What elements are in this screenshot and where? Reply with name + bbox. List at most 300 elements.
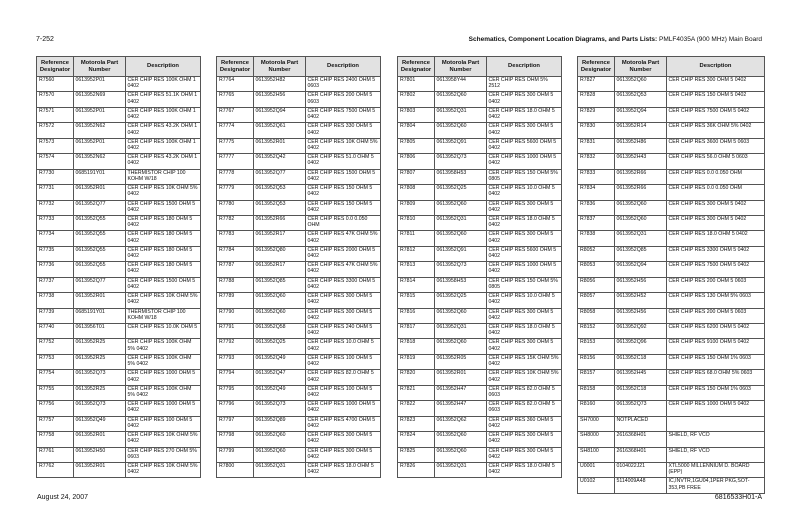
description-cell: CER CHIP RES 82.0 OHM 5 0603 xyxy=(487,385,562,400)
table-row xyxy=(398,231,562,246)
description-header: Description xyxy=(126,57,201,77)
description-cell: CER CHIP RES 2000 OHM 5 0402 xyxy=(306,246,381,261)
ref-designator-cell: R7833 xyxy=(578,169,615,184)
table-row xyxy=(217,107,381,122)
part-number-cell: 0613952Q42 xyxy=(254,154,306,169)
table-row xyxy=(37,123,201,138)
description-cell: CER CHIP RES 10K OHM 5% 0402 xyxy=(126,462,201,477)
ref-designator-cell: R7817 xyxy=(398,324,435,339)
part-number-cell: 0613952Q96 xyxy=(615,339,667,354)
table-row xyxy=(217,432,381,447)
ref-designator-cell: R7821 xyxy=(398,385,435,400)
part-number-cell: 0613952Q31 xyxy=(435,462,487,477)
table-row xyxy=(398,246,562,261)
table-row xyxy=(578,447,765,462)
ref-designator-cell: R7813 xyxy=(398,262,435,277)
parts-table-1 xyxy=(36,56,201,478)
table-row xyxy=(578,324,765,339)
description-cell: CER CHIP RES 300 OHM 5 0402 xyxy=(487,200,562,215)
table-row xyxy=(398,339,562,354)
table-row xyxy=(37,432,201,447)
part-number-cell: 0613952Q73 xyxy=(615,401,667,416)
description-cell: CER CHIP RES 300 OHM 5 0402 xyxy=(306,308,381,323)
table-row xyxy=(37,447,201,462)
parts-table-3 xyxy=(397,56,562,478)
part-number-cell: 0613952Q25 xyxy=(254,339,306,354)
table-row xyxy=(398,308,562,323)
description-cell: CER CHIP RES 10K OHM 5% 0402 xyxy=(126,432,201,447)
part-number-cell: 0613952Q94 xyxy=(254,107,306,122)
description-cell: CER CHIP RES 3300 OHM 5 0402 xyxy=(667,246,765,261)
description-cell: CER CHIP RES 300 OHM 5 0402 xyxy=(487,231,562,246)
table-header-row xyxy=(398,57,562,77)
part-number-cell: 0613952Q25 xyxy=(435,293,487,308)
part-number-cell: 0613952Q49 xyxy=(254,354,306,369)
ref-designator-cell: R7827 xyxy=(578,77,615,92)
table-row xyxy=(398,185,562,200)
part-number-cell: 0613952Q58 xyxy=(254,324,306,339)
description-cell: CER CHIP RES 150 OHM 1% 0603 xyxy=(667,385,765,400)
description-cell: CER CHIP RES 4700 OHM 5 0402 xyxy=(306,416,381,431)
description-cell: CER CHIP RES 82.0 OHM 5 0402 xyxy=(306,370,381,385)
part-number-cell: 0613952Q77 xyxy=(254,169,306,184)
description-cell: CER CHIP RES 100K OHM 5% 0402 xyxy=(126,385,201,400)
ref-designator-cell: R7753 xyxy=(37,354,74,369)
part-number-cell: 0613952Q55 xyxy=(74,262,126,277)
description-cell: CER CHIP RES 51.1K OHM 1 0402 xyxy=(126,92,201,107)
part-number-cell: 0613952Q60 xyxy=(435,432,487,447)
table-row xyxy=(398,277,562,292)
table-row xyxy=(217,308,381,323)
description-cell: XTL5000 MILLENNIUM D. BOARD (EPP) xyxy=(667,462,765,477)
part-number-cell: 0613952Q85 xyxy=(615,246,667,261)
part-number-cell: 0613952Q61 xyxy=(254,123,306,138)
ref-designator-cell: R7811 xyxy=(398,231,435,246)
part-number-cell: 0613952Q53 xyxy=(254,185,306,200)
part-number-cell: 0613952H56 xyxy=(615,308,667,323)
part-number-header: Motorola Part Number xyxy=(254,57,306,77)
table-row xyxy=(398,447,562,462)
ref-designator-cell: R7791 xyxy=(217,324,254,339)
part-number-cell: 0613952Q60 xyxy=(435,200,487,215)
ref-designator-cell: R7788 xyxy=(217,277,254,292)
table-row xyxy=(578,123,765,138)
part-number-cell: 0613952R17 xyxy=(254,231,306,246)
description-cell: CER CHIP RES 200 OHM 5 0603 xyxy=(306,92,381,107)
ref-designator-cell: R7570 xyxy=(37,92,74,107)
ref-designator-cell: R8053 xyxy=(578,262,615,277)
ref-designator-cell: R7731 xyxy=(37,185,74,200)
table-row xyxy=(217,401,381,416)
description-cell: CER CHIP RES 150 OHM 5 0402 xyxy=(306,200,381,215)
description-cell: CER CHIP RES 150 OHM 5 0402 xyxy=(667,92,765,107)
ref-designator-cell: R8153 xyxy=(578,339,615,354)
table-row xyxy=(37,293,201,308)
table-row xyxy=(578,370,765,385)
page-title xyxy=(469,36,762,43)
description-cell: CER CHIP RES 180 OHM 5 0402 xyxy=(126,215,201,230)
ref-designator-cell: SH7000 xyxy=(578,416,615,431)
ref-designator-cell: R7571 xyxy=(37,107,74,122)
table-row xyxy=(578,339,765,354)
part-number-cell: 0613952Q55 xyxy=(74,231,126,246)
ref-designator-cell: R7790 xyxy=(217,308,254,323)
description-cell: CER CHIP RES 330 OHM 5 0402 xyxy=(306,123,381,138)
table-row xyxy=(398,200,562,215)
part-number-cell: 0613952Q60 xyxy=(435,123,487,138)
part-number-cell: 0613952N62 xyxy=(74,123,126,138)
description-cell: CER CHIP RES 43.2K OHM 1 0402 xyxy=(126,123,201,138)
part-number-cell: 0613952H45 xyxy=(615,370,667,385)
description-cell: CER CHIP RES 150 OHM 5% 0805 xyxy=(487,277,562,292)
part-number-cell: 0613952Q60 xyxy=(615,77,667,92)
description-cell: CER CHIP RES 18.0 OHM 5 0402 xyxy=(487,324,562,339)
part-number-cell: 0613952R05 xyxy=(435,354,487,369)
description-cell: CER CHIP RES 150 OHM 1% 0603 xyxy=(667,354,765,369)
ref-designator-cell: U0102 xyxy=(578,478,615,493)
description-header: Description xyxy=(487,57,562,77)
description-cell: CER CHIP RES 6200 OHM 5 0402 xyxy=(667,324,765,339)
part-number-cell: 0613952R66 xyxy=(615,185,667,200)
part-number-cell: 0613952Q60 xyxy=(254,447,306,462)
table-row xyxy=(578,138,765,153)
table-row xyxy=(578,231,765,246)
ref-designator-cell: R7775 xyxy=(217,138,254,153)
ref-designator-cell: R7808 xyxy=(398,185,435,200)
ref-designator-cell: R7812 xyxy=(398,246,435,261)
ref-designator-cell: R7824 xyxy=(398,432,435,447)
description-cell: CER CHIP RES 3600 OHM 5 0603 xyxy=(667,138,765,153)
ref-designator-cell: R7799 xyxy=(217,447,254,462)
part-number-cell: 0613952Q73 xyxy=(74,401,126,416)
table-row xyxy=(398,293,562,308)
ref-designator-cell: R7816 xyxy=(398,308,435,323)
part-number-cell: 0613952Q91 xyxy=(435,138,487,153)
ref-designator-cell: R7804 xyxy=(398,123,435,138)
description-cell: CER CHIP RES 2400 OHM 5 0603 xyxy=(306,77,381,92)
description-cell: CER CHIP RES 5600 OHM 5 0402 xyxy=(487,246,562,261)
description-cell: CER CHIP RES 300 OHM 5 0402 xyxy=(667,215,765,230)
table-row xyxy=(398,401,562,416)
ref-designator-cell: R7779 xyxy=(217,185,254,200)
ref-designator-cell: R7761 xyxy=(37,447,74,462)
description-cell: CER CHIP RES 51.0 OHM 5 0402 xyxy=(306,154,381,169)
ref-designator-cell: R8052 xyxy=(578,246,615,261)
ref-designator-cell: R7802 xyxy=(398,92,435,107)
ref-designator-cell: R8157 xyxy=(578,370,615,385)
table-row xyxy=(37,200,201,215)
part-number-cell: 0613952R01 xyxy=(74,185,126,200)
part-number-cell: 0613952R66 xyxy=(615,169,667,184)
table-row xyxy=(217,246,381,261)
part-number-cell: 0613952Q73 xyxy=(435,262,487,277)
description-cell: THERMISTOR CHIP 100 KOHM W/18 xyxy=(126,308,201,323)
part-number-cell: 0613952H86 xyxy=(615,138,667,153)
table-row xyxy=(217,354,381,369)
table-row xyxy=(578,215,765,230)
ref-designator-header: Reference Designator xyxy=(37,57,74,77)
part-number-cell: 0613952R66 xyxy=(254,215,306,230)
ref-designator-cell: R7738 xyxy=(37,293,74,308)
ref-designator-cell: R7818 xyxy=(398,339,435,354)
description-cell: CER CHIP RES 300 OHM 5 0402 xyxy=(667,200,765,215)
part-number-cell: 0613952Q60 xyxy=(615,200,667,215)
table-row xyxy=(37,385,201,400)
description-cell: CER CHIP RES 300 OHM 5 0402 xyxy=(306,293,381,308)
table-row xyxy=(578,169,765,184)
part-number-cell: 0613952Q60 xyxy=(254,308,306,323)
part-number-cell: 0613952Q73 xyxy=(74,370,126,385)
table-row xyxy=(398,370,562,385)
part-number-cell: 0613952P01 xyxy=(74,77,126,92)
table-row xyxy=(37,231,201,246)
description-cell: CER CHIP RES 100K OHM 1 0402 xyxy=(126,138,201,153)
table-row xyxy=(217,293,381,308)
table-row xyxy=(398,138,562,153)
part-number-cell: 0685191Y01 xyxy=(74,308,126,323)
ref-designator-cell: R7767 xyxy=(217,107,254,122)
part-number-cell: 0613956T01 xyxy=(74,324,126,339)
part-number-cell: 0613952R25 xyxy=(74,385,126,400)
description-cell: CER CHIP RES 18.0 OHM 5 0402 xyxy=(306,462,381,477)
part-number-cell: 0613952R01 xyxy=(74,293,126,308)
part-number-cell: NOTPLACED xyxy=(615,416,667,431)
ref-designator-cell: R7826 xyxy=(398,462,435,477)
description-cell: CER CHIP RES 5600 OHM 5 0402 xyxy=(487,138,562,153)
description-cell: CER CHIP RES 300 OHM 5 0402 xyxy=(306,432,381,447)
part-number-cell: 0613952Q77 xyxy=(74,277,126,292)
part-number-cell: 0613952Q62 xyxy=(435,416,487,431)
ref-designator-cell: R7810 xyxy=(398,215,435,230)
ref-designator-cell: R7777 xyxy=(217,154,254,169)
part-number-cell: 0613952H56 xyxy=(254,92,306,107)
description-cell: CER CHIP RES 15K OHM 5% 0402 xyxy=(487,354,562,369)
description-cell: CER CHIP RES 300 OHM 5 0402 xyxy=(487,432,562,447)
ref-designator-cell: R7832 xyxy=(578,154,615,169)
description-cell: CER CHIP RES 7500 OHM 5 0402 xyxy=(667,262,765,277)
part-number-cell: 0613952Q60 xyxy=(435,447,487,462)
ref-designator-cell: R7574 xyxy=(37,154,74,169)
ref-designator-cell: R7732 xyxy=(37,200,74,215)
part-number-cell: 0613952Q94 xyxy=(615,107,667,122)
description-cell: CER CHIP RES 47K OHM 5% 0402 xyxy=(306,262,381,277)
table-row xyxy=(217,339,381,354)
part-number-cell: 0613952P01 xyxy=(74,138,126,153)
table-row xyxy=(37,324,201,339)
ref-designator-cell: R7838 xyxy=(578,231,615,246)
ref-designator-cell: R8152 xyxy=(578,324,615,339)
description-cell: CER CHIP RES 7500 OHM 5 0402 xyxy=(667,107,765,122)
ref-designator-header: Reference Designator xyxy=(578,57,615,77)
table-row xyxy=(578,401,765,416)
description-header: Description xyxy=(667,57,765,77)
part-number-cell: 0104022J21 xyxy=(615,462,667,477)
table-row xyxy=(578,385,765,400)
description-cell: CER CHIP RES 7500 OHM 5 0402 xyxy=(306,107,381,122)
part-number-cell: 0613952Q60 xyxy=(435,231,487,246)
description-cell: CER CHIP RES 100K OHM 5% 0402 xyxy=(126,339,201,354)
table-row xyxy=(398,462,562,477)
part-number-cell: 0613952Q60 xyxy=(435,92,487,107)
description-cell: CER CHIP RES 36K OHM 5% 0402 xyxy=(667,123,765,138)
part-number-cell: 0613952H43 xyxy=(615,154,667,169)
table-row xyxy=(398,107,562,122)
description-cell: CER CHIP RES 100 OHM 5 0402 xyxy=(126,416,201,431)
table-row xyxy=(398,215,562,230)
table-row xyxy=(217,462,381,477)
ref-designator-cell: R7801 xyxy=(398,77,435,92)
part-number-cell: 0613952Q47 xyxy=(254,370,306,385)
description-cell: CER CHIP RES 18.0 OHM 5 0402 xyxy=(487,107,562,122)
table-row xyxy=(217,231,381,246)
part-number-cell: 0613952R01 xyxy=(74,432,126,447)
ref-designator-cell: R7822 xyxy=(398,401,435,416)
ref-designator-cell: R7754 xyxy=(37,370,74,385)
ref-designator-cell: R8158 xyxy=(578,385,615,400)
ref-designator-cell: R7572 xyxy=(37,123,74,138)
table-row xyxy=(37,215,201,230)
table-row xyxy=(37,308,201,323)
part-number-header: Motorola Part Number xyxy=(74,57,126,77)
ref-designator-cell: R7796 xyxy=(217,401,254,416)
part-number-header: Motorola Part Number xyxy=(615,57,667,77)
description-cell: CER CHIP RES 3300 OHM 5 0402 xyxy=(306,277,381,292)
part-number-cell: 0613952Q73 xyxy=(435,154,487,169)
description-cell: CER CHIP RES 180 OHM 5 0402 xyxy=(126,231,201,246)
ref-designator-cell: R7762 xyxy=(37,462,74,477)
ref-designator-cell: R7789 xyxy=(217,293,254,308)
ref-designator-cell: R7758 xyxy=(37,432,74,447)
ref-designator-cell: R7831 xyxy=(578,138,615,153)
table-row xyxy=(217,123,381,138)
page-title-suffix: PMLF4035A (900 MHz) Main Board xyxy=(657,36,762,43)
table-row xyxy=(578,462,765,477)
description-cell: IC,INVTR,1GU04,1PER PKG,SOT-353,PB FREE xyxy=(667,478,765,493)
part-number-cell: 0613952Q60 xyxy=(615,215,667,230)
table-row xyxy=(37,339,201,354)
description-cell: CER CHIP RES 1000 OHM 5 0402 xyxy=(667,401,765,416)
part-number-cell: 0613952Q77 xyxy=(74,200,126,215)
ref-designator-header: Reference Designator xyxy=(217,57,254,77)
description-cell: CER CHIP RES 130 OHM 5% 0603 xyxy=(667,293,765,308)
description-cell: CER CHIP RES 68.0 OHM 5% 0603 xyxy=(667,370,765,385)
description-cell: CER CHIP RES 47K OHM 5% 0402 xyxy=(306,231,381,246)
table-row xyxy=(37,77,201,92)
ref-designator-cell: R8057 xyxy=(578,293,615,308)
page-title-prefix: Schematics, Component Location Diagrams, and Parts Lists: xyxy=(468,36,658,43)
table-row xyxy=(398,385,562,400)
part-number-cell: 0613952C18 xyxy=(615,354,667,369)
ref-designator-cell: R7780 xyxy=(217,200,254,215)
table-row xyxy=(578,246,765,261)
table-row xyxy=(578,416,765,431)
part-number-cell: 0613958Y44 xyxy=(435,77,487,92)
ref-designator-cell: R7730 xyxy=(37,169,74,184)
table-row xyxy=(398,262,562,277)
description-cell: CER CHIP RES 150 OHM 5 0402 xyxy=(306,185,381,200)
part-number-cell: 0613952Q31 xyxy=(435,215,487,230)
table-row xyxy=(217,324,381,339)
description-cell: CER CHIP RES 1500 OHM 5 0402 xyxy=(126,277,201,292)
description-cell: CER CHIP RES 1500 OHM 5 0402 xyxy=(126,200,201,215)
part-number-cell: 0613952R25 xyxy=(74,339,126,354)
description-cell: CER CHIP RES 9100 OHM 5 0402 xyxy=(667,339,765,354)
part-number-cell: 0613952H82 xyxy=(254,77,306,92)
table-row xyxy=(578,185,765,200)
table-row xyxy=(217,262,381,277)
part-number-cell: 0613958H53 xyxy=(435,277,487,292)
parts-table-2 xyxy=(216,56,381,478)
table-row xyxy=(217,200,381,215)
part-number-cell: 2616368H01 xyxy=(615,447,667,462)
ref-designator-cell: R7829 xyxy=(578,107,615,122)
description-cell: CER CHIP RES 10.0K OHM 5 xyxy=(126,324,201,339)
ref-designator-cell: R7765 xyxy=(217,92,254,107)
ref-designator-cell: R7740 xyxy=(37,324,74,339)
ref-designator-cell: R7764 xyxy=(217,77,254,92)
description-cell: THERMISTOR CHIP 100 KOHM W/18 xyxy=(126,169,201,184)
ref-designator-cell: R7815 xyxy=(398,293,435,308)
description-cell: CER CHIP RES 300 OHM 5 0402 xyxy=(487,447,562,462)
description-cell: CER CHIP RES 200 OHM 5 0603 xyxy=(667,277,765,292)
description-cell: CER CHIP RES 150 OHM 5% 0805 xyxy=(487,169,562,184)
description-cell: CER CHIP RES 82.0 OHM 5 0603 xyxy=(487,401,562,416)
ref-designator-cell: R8156 xyxy=(578,354,615,369)
part-number-cell: 0613952Q60 xyxy=(435,339,487,354)
ref-designator-cell: R7819 xyxy=(398,354,435,369)
part-number-cell: 0613952R14 xyxy=(615,123,667,138)
table-row xyxy=(37,246,201,261)
table-header-row xyxy=(37,57,201,77)
table-row xyxy=(217,138,381,153)
ref-designator-cell: R7794 xyxy=(217,370,254,385)
part-number-cell: 0685191Y01 xyxy=(74,169,126,184)
description-cell: CER CHIP RES 56.0 OHM 5 0603 xyxy=(667,154,765,169)
description-cell: CER CHIP RES 300 OHM 5 0402 xyxy=(487,123,562,138)
part-number-cell: 0613952Q89 xyxy=(254,416,306,431)
description-cell: CER CHIP RES 0.0 0.050 OHM xyxy=(667,169,765,184)
ref-designator-cell: R7778 xyxy=(217,169,254,184)
table-row xyxy=(578,107,765,122)
description-cell: CER CHIP RES 360 OHM 5 0402 xyxy=(487,416,562,431)
part-number-cell: 0613952R01 xyxy=(254,138,306,153)
part-number-cell: 0613952H47 xyxy=(435,385,487,400)
ref-designator-cell: U0001 xyxy=(578,462,615,477)
part-number-cell: 0613952P01 xyxy=(74,107,126,122)
description-cell: CER CHIP RES 100 OHM 5 0402 xyxy=(306,385,381,400)
table-header-row xyxy=(578,57,765,77)
part-number-cell: 0613952C18 xyxy=(615,385,667,400)
ref-designator-cell: R7803 xyxy=(398,107,435,122)
part-number-cell: 0613952Q49 xyxy=(74,416,126,431)
description-cell xyxy=(667,416,765,431)
part-number-cell: 0613952Q73 xyxy=(254,401,306,416)
description-cell: CER CHIP RES 10K OHM 5% 0402 xyxy=(306,138,381,153)
description-cell: CER CHIP RES 180 OHM 5 0402 xyxy=(126,246,201,261)
description-header: Description xyxy=(306,57,381,77)
description-cell: CER CHIP RES 0.0 0.050 OHM xyxy=(667,185,765,200)
ref-designator-cell: R7834 xyxy=(578,185,615,200)
ref-designator-cell: R7733 xyxy=(37,215,74,230)
table-row xyxy=(578,354,765,369)
description-cell: SHIELD, RF VCO xyxy=(667,447,765,462)
ref-designator-cell: R7800 xyxy=(217,462,254,477)
description-cell: CER CHIP RES 1000 OHM 5 0402 xyxy=(487,154,562,169)
table-row xyxy=(578,77,765,92)
table-row xyxy=(217,92,381,107)
ref-designator-cell: R7787 xyxy=(217,262,254,277)
table-row xyxy=(217,277,381,292)
